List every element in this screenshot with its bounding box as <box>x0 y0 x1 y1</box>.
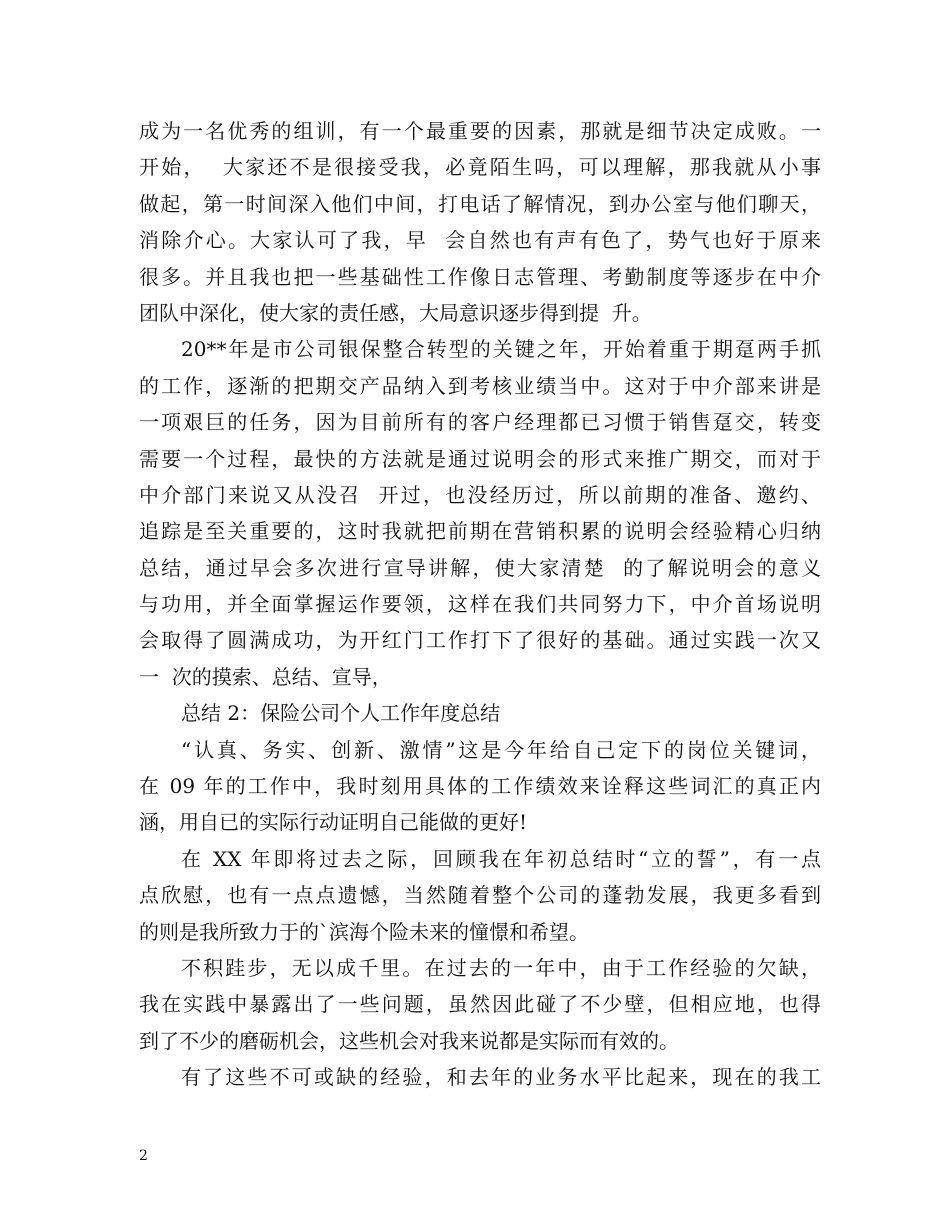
text-line: 成为一名优秀的组训，有一个最重要的因素，那就是细节决定成败。一 <box>139 119 821 143</box>
text-line: 涵，用自已的实际行动证明自己能做的更好! <box>139 810 528 835</box>
text-line: 开始， 大家还不是很接受我，必竟陌生吗，可以理解，那我就从小事 <box>139 155 821 180</box>
text-line: 的工作，逐渐的把期交产品纳入到考核业绩当中。这对于中介部来讲是 <box>139 373 821 398</box>
text-line: 在 09 年的工作中，我时刻用具体的工作绩效来诠释这些词汇的真正内 <box>139 774 821 799</box>
text-line: 团队中深化，使大家的责任感，大局意识逐步得到提 升。 <box>139 300 652 325</box>
text-line: 做起，第一时间深入他们中间，打电话了解情况，到办公室与他们聊天， <box>139 191 821 216</box>
page-number: 2 <box>139 1148 148 1164</box>
section-heading: 总结 2：保险公司个人工作年度总结 <box>181 701 501 726</box>
text-line: 追踪是至关重要的，这时我就把前期在营销积累的说明会经验精心归纳 <box>139 519 821 544</box>
text-line: 的则是我所致力于的`滨海个险未来的憧憬和希望。 <box>139 919 589 944</box>
text-line: 在 XX 年即将过去之际，回顾我在年初总结时“立的誓”，有一点 <box>181 846 821 871</box>
text-line: 会取得了圆满成功，为开红门工作打下了很好的基础。通过实践一次又 <box>139 628 821 653</box>
text-line: 有了这些不可或缺的经验，和去年的业务水平比起来，现在的我工 <box>181 1065 821 1090</box>
text-line: 到了不少的磨砺机会，这些机会对我来说都是实际而有效的。 <box>139 1028 679 1053</box>
text-line: 我在实践中暴露出了一些问题，虽然因此碰了不少壁，但相应地，也得 <box>139 992 821 1017</box>
text-line: 一项艰巨的任务，因为目前所有的客户经理都已习惯于销售趸交，转变 <box>139 410 821 435</box>
text-line: “认真、务实、创新、激情”这是今年给自己定下的岗位关键词， <box>181 737 821 762</box>
text-line: 不积跬步，无以成千里。在过去的一年中，由于工作经验的欠缺， <box>181 955 821 980</box>
text-line: 一 次的摸索、总结、宣导， <box>139 664 392 689</box>
text-line: 20**年是市公司银保整合转型的关键之年，开始着重于期趸两手抓 <box>181 337 821 362</box>
text-line: 点欣慰，也有一点点遗憾，当然随着整个公司的蓬勃发展，我更多看到 <box>139 883 821 908</box>
text-line: 消除介心。大家认可了我，早 会自然也有声有色了，势气也好于原来 <box>139 228 821 253</box>
body-text <box>139 113 821 1096</box>
text-line: 总结，通过早会多次进行宣导讲解，使大家清楚 的了解说明会的意义 <box>139 555 821 580</box>
text-line: 与功用，并全面掌握运作要领，这样在我们共同努力下，中介首场说明 <box>139 592 821 617</box>
text-line: 需要一个过程，最快的方法就是通过说明会的形式来推广期交，而对于 <box>139 446 821 471</box>
text-line: 中介部门来说又从没召 开过，也没经历过，所以前期的准备、邀约、 <box>139 482 821 507</box>
text-line: 很多。并且我也把一些基础性工作像日志管理、考勤制度等逐步在中介 <box>139 264 821 289</box>
